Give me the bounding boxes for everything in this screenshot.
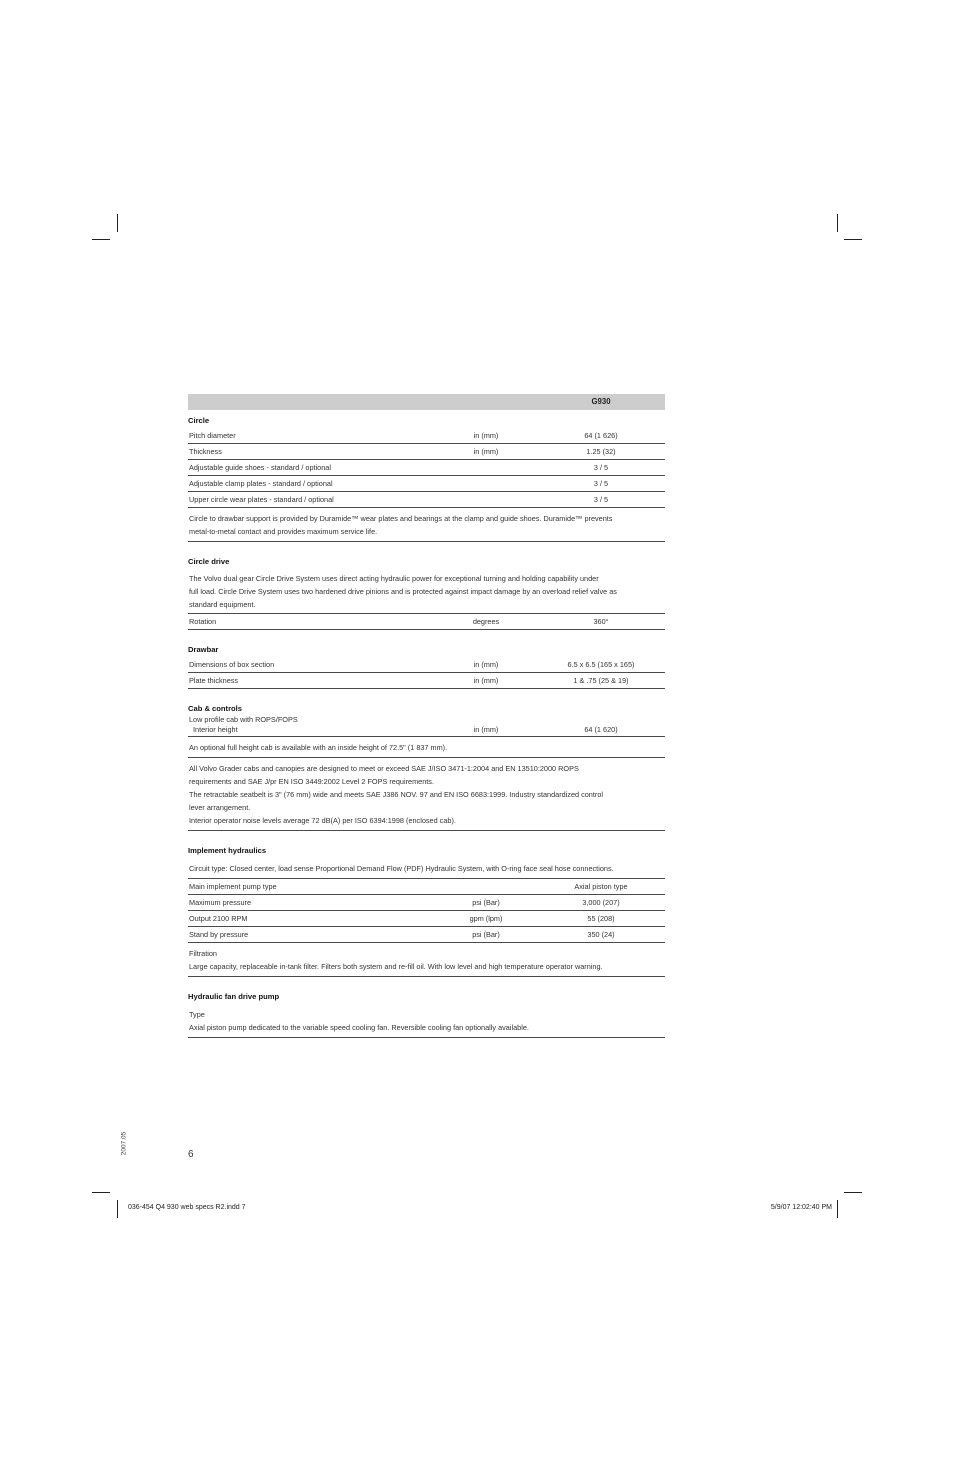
spec-label: Adjustable clamp plates - standard / optional (189, 479, 333, 488)
spec-value: 64 (1 620) (584, 725, 618, 734)
spec-row (188, 492, 665, 508)
model-name: G930 (591, 397, 611, 406)
spec-row (188, 613, 665, 630)
circuit-type-note (188, 858, 665, 879)
spec-row (188, 444, 665, 460)
filtration-note (188, 943, 665, 977)
spec-unit: psi (Bar) (472, 898, 500, 907)
section-title-fan: Hydraulic fan drive pump (188, 992, 280, 1001)
section-title-cab: Cab & controls (188, 704, 243, 713)
crop-mark (844, 1192, 862, 1193)
note-line: requirements and SAE J/pr EN ISO 3449:2002 Level 2 FOPS requirements. (189, 777, 434, 786)
spec-value: 360° (593, 617, 609, 626)
desc-line: full load. Circle Drive System uses two hardened drive pinions and is protected against impact damage by an overload relief valve as (189, 587, 617, 596)
spec-label: Maximum pressure (189, 898, 252, 907)
spec-label: Output 2100 RPM (189, 914, 248, 923)
cab-height-note (188, 737, 665, 758)
spec-label: Main implement pump type (189, 882, 277, 891)
spec-unit: in (mm) (473, 431, 499, 440)
spec-value: 3,000 (207) (582, 898, 620, 907)
spec-unit: in (mm) (473, 725, 499, 734)
note-line: Circle to drawbar support is provided by Duramide™ wear plates and bearings at the clamp and guide shoes. Duramide™ prevents (189, 514, 613, 523)
crop-mark (92, 1192, 110, 1193)
spec-value: 350 (24) (587, 930, 615, 939)
spec-row (188, 476, 665, 492)
circle-note (188, 508, 665, 542)
spec-unit: gpm (lpm) (469, 914, 503, 923)
filtration-label: Filtration (189, 949, 217, 958)
spec-sheet (188, 394, 665, 1038)
spec-label: Dimensions of box section (189, 660, 275, 669)
spec-label: Stand by pressure (189, 930, 249, 939)
model-header (188, 394, 665, 410)
note-line: metal-to-metal contact and provides maximum service life. (189, 527, 378, 536)
spec-value: 6.5 x 6.5 (165 x 165) (567, 660, 635, 669)
print-slug-filename: 036-454 Q4 930 web specs R2.indd 7 (128, 1204, 246, 1211)
crop-mark (117, 214, 118, 232)
spec-value: 1.25 (32) (586, 447, 616, 456)
spec-value: 55 (208) (587, 914, 615, 923)
spec-unit: in (mm) (473, 447, 499, 456)
spec-label: Thickness (189, 447, 222, 456)
note-line: Interior operator noise levels average 72 dB(A) per ISO 6394:1998 (enclosed cab). (189, 816, 456, 825)
spec-label: Upper circle wear plates - standard / optional (189, 495, 334, 504)
edition-date: 2007.05 (120, 1131, 128, 1156)
spec-row (188, 460, 665, 476)
crop-mark (837, 214, 838, 232)
spec-row (188, 895, 665, 911)
print-slug-timestamp: 5/9/07 12:02:40 PM (770, 1204, 832, 1211)
section-title-circle: Circle (188, 416, 210, 425)
spec-row (188, 673, 665, 689)
fan-note (188, 1004, 665, 1038)
spec-label (189, 716, 298, 734)
spec-row (188, 716, 665, 737)
spec-row (188, 657, 665, 673)
spec-row (188, 879, 665, 895)
filtration-text: Large capacity, replaceable in-tank filter. Filters both system and re-fill oil. With low level and high temperature operator warning. (189, 962, 603, 971)
note-line: An optional full height cab is available with an inside height of 72.5" (1 837 mm). (189, 743, 448, 752)
fan-type-label: Type (189, 1010, 205, 1019)
spec-label: Plate thickness (189, 676, 239, 685)
section-title-circle-drive: Circle drive (188, 557, 230, 566)
page-number: 6 (188, 1149, 194, 1160)
section-title-hydraulics: Implement hydraulics (188, 846, 267, 855)
crop-mark (844, 239, 862, 240)
spec-label: Pitch diameter (189, 431, 236, 440)
crop-mark (92, 239, 110, 240)
cab-type-label: Low profile cab with ROPS/FOPS (189, 715, 298, 724)
circle-drive-description (188, 569, 665, 613)
crop-mark (837, 1200, 838, 1218)
crop-mark (117, 1200, 118, 1218)
spec-label: Adjustable guide shoes - standard / optional (189, 463, 331, 472)
spec-unit: in (mm) (473, 660, 499, 669)
spec-value: Axial piston type (574, 882, 628, 891)
note-line: All Volvo Grader cabs and canopies are designed to meet or exceed SAE J/ISO 3471-1:2004 and EN 13510:2000 ROPS (189, 764, 579, 773)
spec-label: Rotation (189, 617, 217, 626)
desc-line: standard equipment. (189, 600, 256, 609)
spec-value: 3 / 5 (593, 495, 609, 504)
spec-unit: in (mm) (473, 676, 499, 685)
spec-row (188, 911, 665, 927)
cab-standards-note (188, 758, 665, 831)
spec-row (188, 927, 665, 943)
note-line: Circuit type: Closed center, load sense Proportional Demand Flow (PDF) Hydraulic System, with O-ring face seal hose connections. (189, 864, 614, 873)
desc-line: The Volvo dual gear Circle Drive System uses direct acting hydraulic power for exceptional turning and holding capability under (189, 574, 599, 583)
fan-type-text: Axial piston pump dedicated to the variable speed cooling fan. Reversible cooling fan optionally available. (189, 1023, 529, 1032)
note-line: The retractable seatbelt is 3" (76 mm) wide and meets SAE J386 NOV. 97 and EN ISO 6683:1999. Industry standardized control (189, 790, 604, 799)
spec-unit: degrees (472, 617, 500, 626)
interior-height-label: Interior height (193, 725, 238, 735)
note-line: lever arrangement. (189, 803, 251, 812)
spec-value: 3 / 5 (593, 463, 609, 472)
spec-value: 1 & .75 (25 & 19) (573, 676, 629, 685)
spec-unit: psi (Bar) (472, 930, 500, 939)
spec-value: 64 (1 626) (584, 431, 618, 440)
spec-row (188, 428, 665, 444)
spec-value: 3 / 5 (593, 479, 609, 488)
section-title-drawbar: Drawbar (188, 645, 219, 654)
